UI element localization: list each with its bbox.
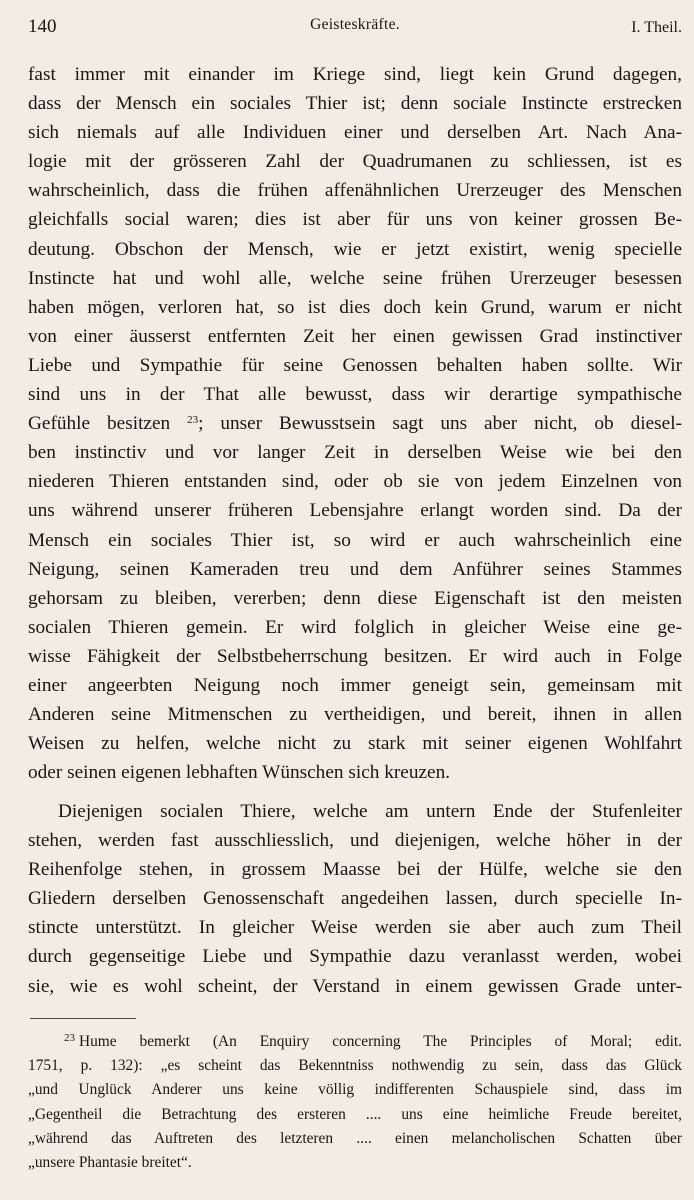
text-line: sie, wie es wohl scheint, der Verstand in einem gewissen Grade unter-: [28, 975, 682, 997]
text-fragment: ; unser Bewusstsein sagt uns aber nicht, ob diesel-: [198, 413, 682, 435]
text-line: haben mögen, verloren hat, so ist dies doch kein Grund, warum er nicht: [28, 296, 682, 318]
text-line: gleichfalls social waren; dies ist aber für uns von keiner grossen Be-: [28, 209, 682, 231]
text-line: socialen Thieren gemein. Er wird folglich in gleicher Weise eine ge-: [28, 616, 682, 638]
text-line: wisse Fähigkeit der Selbstbeherrschung besitzen. Er wird auch in Folge: [28, 645, 682, 667]
text-line: Liebe und Sympathie für seine Genossen behalten haben sollte. Wir: [28, 354, 682, 376]
running-head: [28, 16, 682, 42]
text-line: Instincte hat und wohl alle, welche seine frühen Urerzeuger besessen: [28, 267, 682, 289]
footnote: [28, 1026, 682, 1175]
text-line: sich niemals auf alle Individuen einer und derselben Art. Nach Ana-: [28, 122, 682, 144]
text-line: ben instinctiv und vor langer Zeit in derselben Weise wie bei den: [28, 442, 682, 464]
footnote-line: [28, 1026, 682, 1054]
page-number: 140: [28, 16, 57, 37]
text-line: Mensch ein sociales Thier ist, so wird er auch wahrscheinlich eine: [28, 529, 682, 551]
text-line: Weisen zu helfen, welche nicht zu stark mit seiner eigenen Wohlfahrt: [28, 733, 682, 755]
text-fragment: Gefühle besitzen: [28, 413, 171, 435]
text-line: Neigung, seinen Kameraden treu und dem Anführer seines Stammes: [28, 558, 682, 580]
text-line: sind uns in der That alle bewusst, dass wir derartige sympathische: [28, 384, 682, 406]
text-line: deutung. Obschon der Mensch, wie er jetzt existirt, wenig specielle: [28, 238, 682, 260]
text-fragment: Hume bemerkt (An Enquiry concerning The Principles of Moral; edit.: [79, 1033, 682, 1050]
text-line: Reihenfolge stehen, in grossem Maasse bei der Hülfe, welche sie den: [28, 859, 682, 881]
footnote-divider: [30, 1018, 136, 1019]
footnote-line: „während das Auftreten des letzteren .... einen melancholischen Schatten über: [28, 1129, 682, 1147]
text-line: stincte unterstützt. In gleicher Weise werden sie aber auch zum Theil: [28, 917, 682, 939]
text-line: stehen, werden fast ausschliesslich, und diejenigen, welche höher in der: [28, 830, 682, 852]
text-line: Gliedern derselben Genossenschaft angedeihen lassen, durch specielle In-: [28, 888, 682, 910]
paragraph-2: [28, 797, 682, 1001]
part-label: I. Theil.: [631, 19, 682, 36]
text-line: Anderen seine Mitmenschen zu vertheidigen, und bereit, ihnen in allen: [28, 704, 682, 726]
text-line: oder seinen eigenen lebhaften Wünschen sich kreuzen.: [28, 762, 451, 784]
footnote-line: 1751, p. 132): „es scheint das Bekenntniss nothwendig zu sein, dass das Glück: [28, 1057, 682, 1075]
footnote-reference[interactable]: 23: [187, 414, 199, 427]
text-line: von einer äusserst entfernten Zeit her einen gewissen Grad instinctiver: [28, 325, 682, 347]
chapter-title: Geisteskräfte.: [310, 16, 400, 33]
text-line: wahrscheinlich, dass die frühen affenähnlichen Urerzeuger des Menschen: [28, 180, 682, 202]
text-line: einer angeerbten Neigung noch immer geneigt sein, gemeinsam mit: [28, 674, 682, 696]
footnote-mark: 23: [64, 1032, 75, 1044]
text-line: fast immer mit einander im Kriege sind, liegt kein Grund dagegen,: [28, 64, 682, 85]
text-line: logie mit der grösseren Zahl der Quadrumanen zu schliessen, ist es: [28, 151, 682, 173]
text-line: uns während unserer früheren Lebensjahre erlangt worden sind. Da der: [28, 500, 682, 522]
text-line: niederen Thieren entstanden sind, oder ob sie von jedem Einzelnen von: [28, 471, 682, 493]
text-line: gehorsam zu bleiben, vererben; denn diese Eigenschaft ist den meisten: [28, 587, 682, 609]
footnote-line: „Gegentheil die Betrachtung des ersteren .... uns eine heimliche Freude bereitet,: [28, 1105, 682, 1123]
paragraph-1: [28, 60, 682, 787]
text-line-with-footnote-ref: [28, 409, 682, 438]
footnote-line: „und Unglück Anderer uns keine völlig indifferenten Schauspiele sind, dass im: [28, 1081, 682, 1099]
text-line: Diejenigen socialen Thiere, welche am untern Ende der Stufenleiter: [58, 801, 682, 822]
text-line: durch gegenseitige Liebe und Sympathie dazu veranlasst werden, wobei: [28, 946, 682, 968]
footnote-line: „unsere Phantasie breitet“.: [28, 1154, 192, 1172]
text-line: dass der Mensch ein sociales Thier ist; denn sociale Instincte erstrecken: [28, 93, 682, 115]
